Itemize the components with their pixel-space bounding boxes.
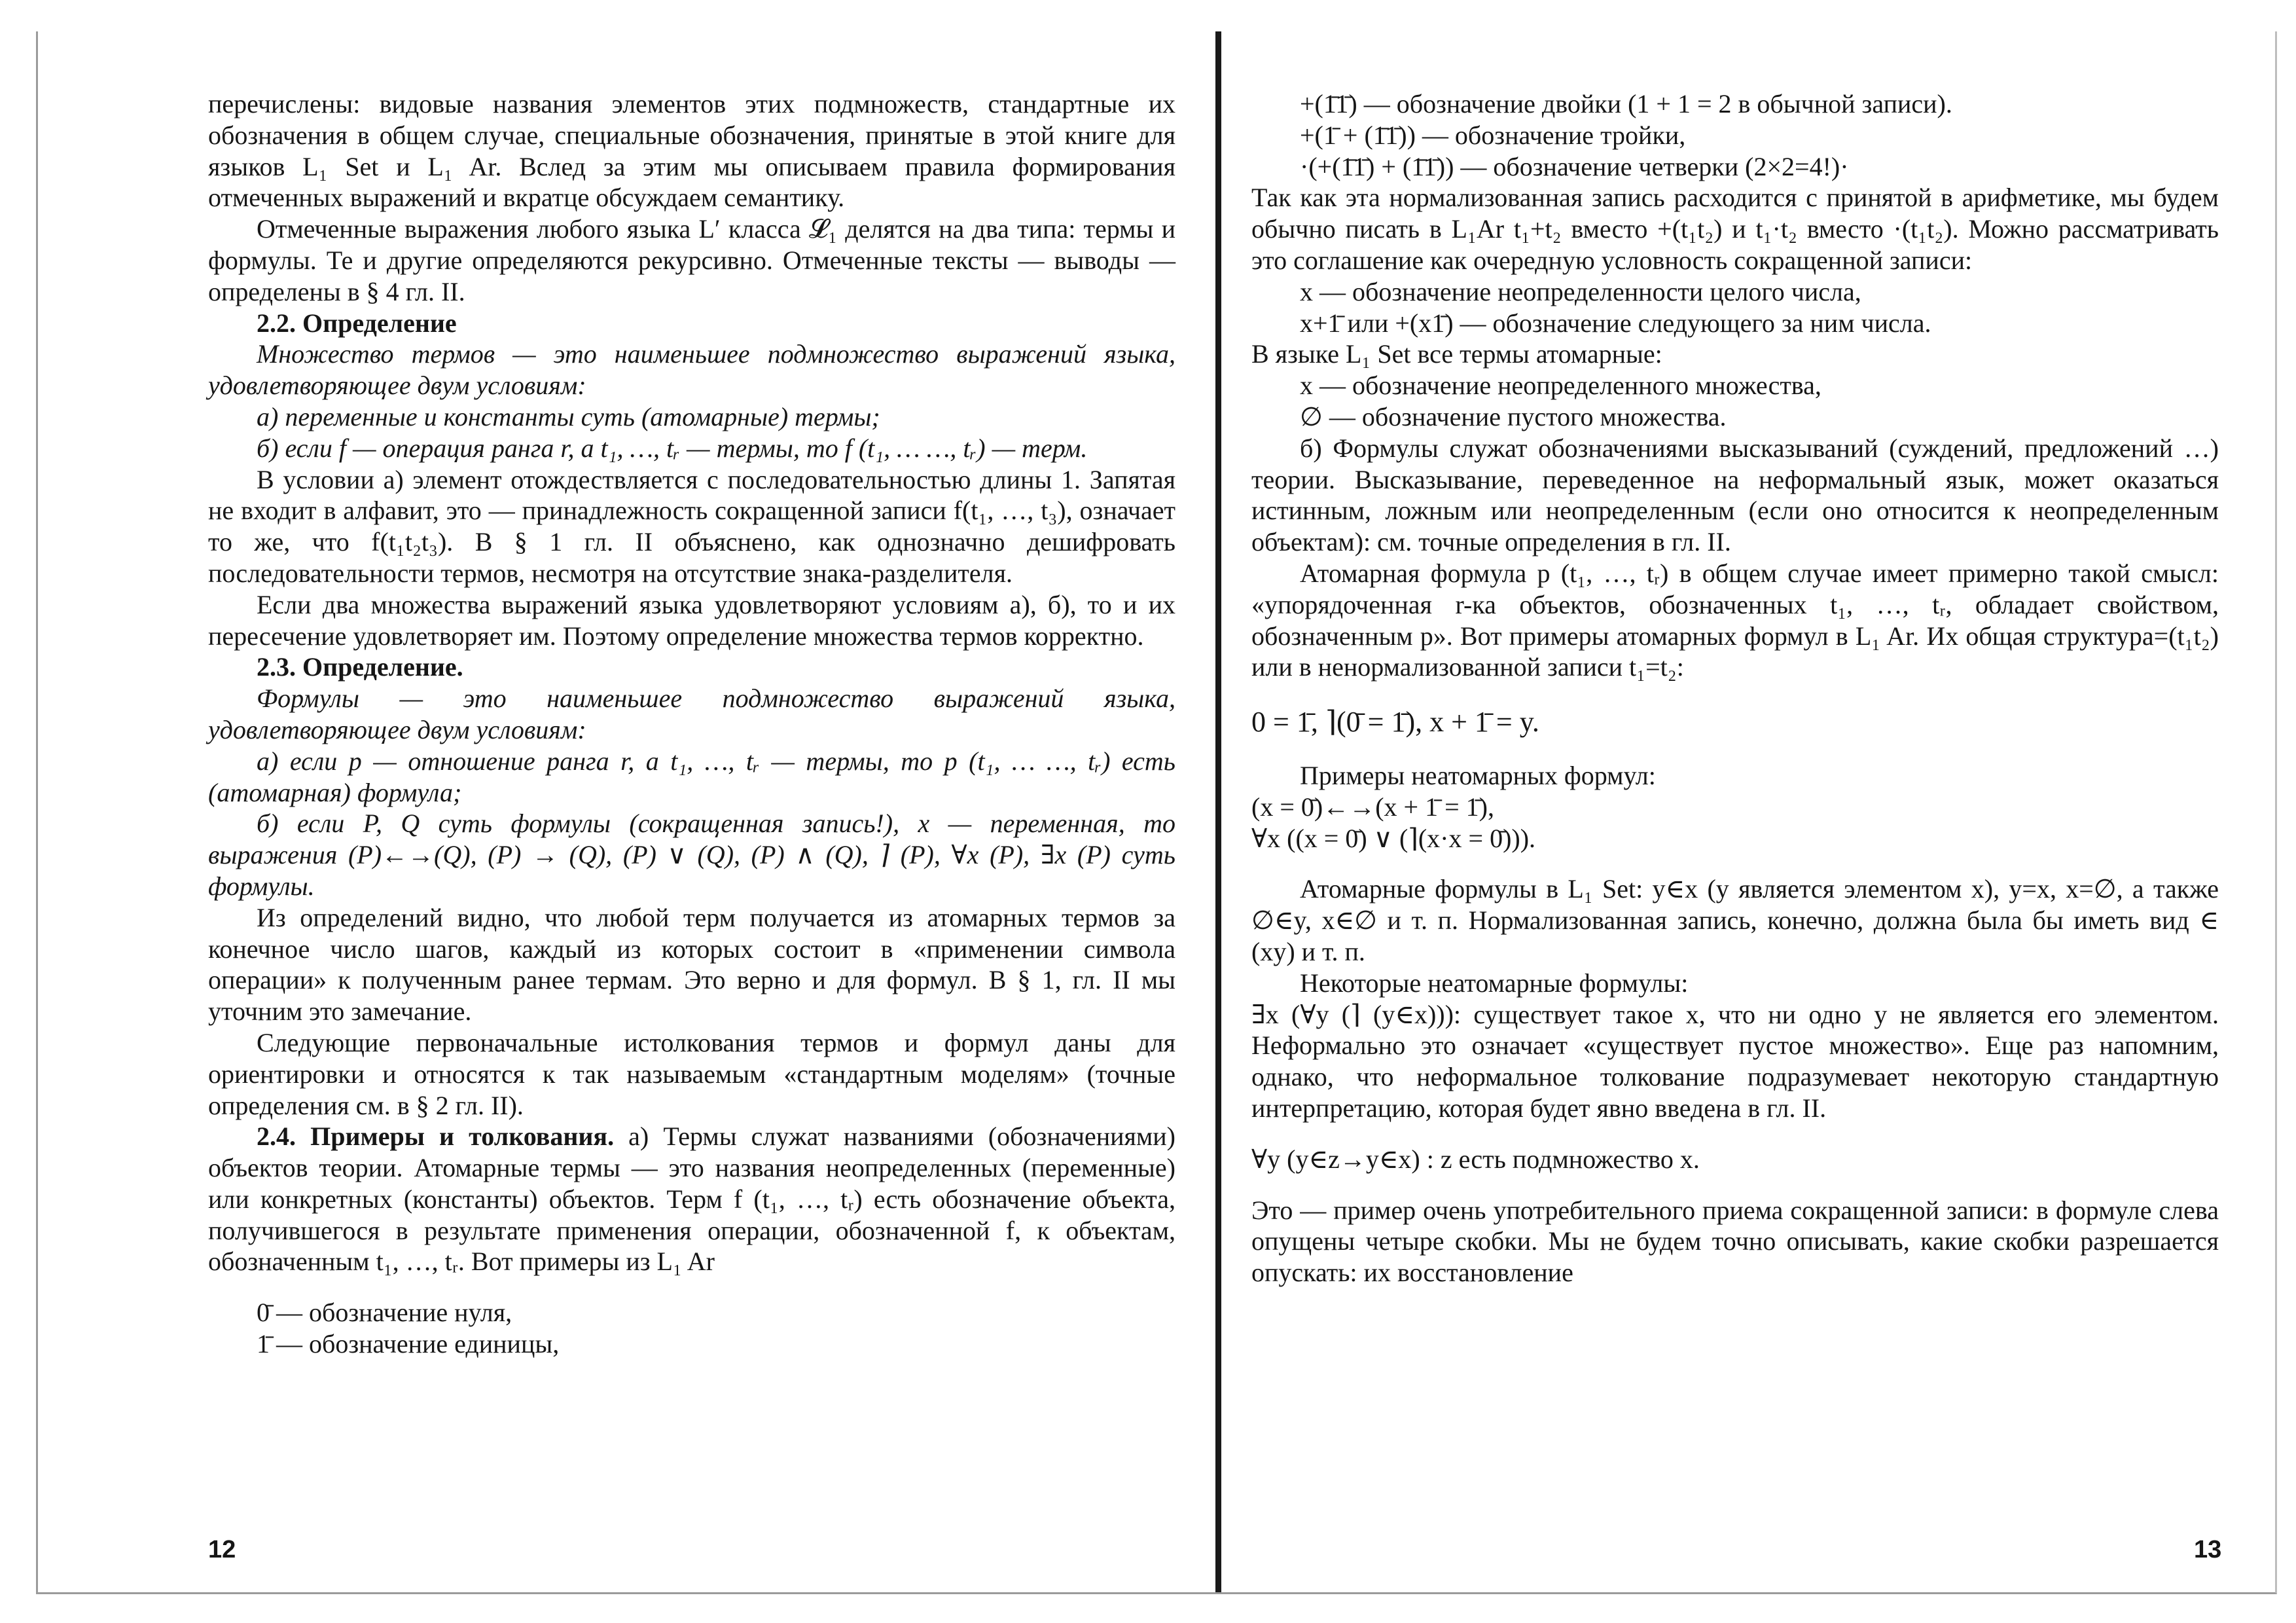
definition-formulas-condition-b: б) если P, Q суть формулы (сокращенная запись!), x — переменная, то выражения (P)←→(Q), (P) → (Q), (P) ∨ (Q), (P) ∧ (Q), ⌉ (P), ∀x (P), ∃x (P) суть формулы.: [208, 809, 1175, 901]
examples-2-4-text: а) Термы служат названиями (обозначениями) объектов теории. Атомарные термы — это названия неопределенных (переменные) или конкретных (константы) объектов. Терм f (t₁, …, tᵣ) есть обозначение объекта, получившегося в результате применения операции, обозначенной f, к объектам, обозначенным t₁, …, tᵣ. Вот примеры из L₁ Ar: [208, 1122, 1175, 1277]
paragraph-expression-types: Отмеченные выражения любого языка L′ класса 𝓛₁ делятся на два типа: термы и формулы. Те и другие определяются рекурсивно. Отмеченные тексты — выводы — определены в § 4 гл. II.: [208, 214, 1175, 306]
page-number-right: 13: [2194, 1536, 2222, 1563]
formula-subset: ∀y (y∈z→y∈x) : z есть подмножество x.: [1251, 1144, 1700, 1174]
paragraph-normalized-notation: Так как эта нормализованная запись расходится с принятой в арифметике, мы будем обычно писать в L₁Ar t₁+t₂ вместо +(t₁t₂) и t₁·t₂ вместо ·(t₁t₂). Можно рассматривать это соглашение как очередную условность сокращенной записи:: [1251, 183, 2219, 275]
left-page: [208, 88, 1175, 1360]
paragraph-set-atomic-formulas: Атомарные формулы в L₁ Set: y∈x (y является элементом x), y=x, x=∅, а также ∅∈y, x∈∅ и т. п. Нормализованная запись, конечно, должна была бы иметь вид ∈ (xy) и т. п.: [1251, 874, 2219, 966]
right-page: [1251, 88, 2219, 1288]
paragraph-empty-set-exists: ∃x (∀y (⌉ (y∈x))): существует такое x, что ни одно y не является его элементом. Неформально это означает «существует пустое множество». Еще раз напомним, однако, что неформальное толкование подразумевает некоторую стандартную интерпретацию, которая будет явно введена в гл. II.: [1251, 999, 2219, 1123]
formula-nonatomic-1: (x = 0̄)←→(x + 1̄ = 1̄),: [1251, 792, 1494, 822]
page-gutter: [1215, 31, 1221, 1592]
formula-atomic-examples: 0 = 1̄, ⌉(0̄ = 1̄), x + 1̄ = y.: [1251, 706, 1539, 739]
definition-terms-lead: Множество термов — это наименьшее подмножество выражений языка, удовлетворяющее двум условиям:: [208, 339, 1175, 401]
example-two: +(1̄1̄) — обозначение двойки (1 + 1 = 2 в обычной записи).: [1300, 89, 1952, 119]
example-integer-variable: x — обозначение неопределенности целого числа,: [1300, 276, 1861, 306]
definition-terms-condition-a: а) переменные и константы суть (атомарные) термы;: [257, 401, 880, 431]
paragraph-condition-remark: В условии а) элемент отождествляется с последовательностью длины 1. Запятая не входит в алфавит, это — принадлежность сокращенной записи f(t₁, …, t₃), означает то же, что f(t₁t₂t₃). В § 1 гл. II объяснено, как однозначно дешифровать последовательности термов, несмотря на отсутствие знака-разделителя.: [208, 464, 1175, 588]
paragraph-nonatomic-intro: Примеры неатомарных формул:: [1300, 760, 1656, 790]
paragraph-atomic-formula: Атомарная формула p (t₁, …, tᵣ) в общем случае имеет примерно такой смысл: «упорядоченная r-ка объектов, обозначенных t₁, …, tᵣ, обладает свойством, обозначенным p». Вот примеры атомарных формул в L₁ Ar. Их общая структура=(t₁t₂) или в ненормализованной записи t₁=t₂:: [1251, 558, 2219, 682]
heading-definition-2-3: 2.3. Определение.: [257, 652, 463, 682]
paragraph-bracket-omission: Это — пример очень употребительного приема сокращенной записи: в формуле слева опущены четыре скобки. Мы не будем точно описывать, какие скобки разрешается опускать: их восстановление: [1251, 1195, 2219, 1288]
formula-nonatomic-2: ∀x ((x = 0̄) ∨ (⌉(x·x = 0̄))).: [1251, 823, 1536, 853]
example-four: ·(+(1̄1̄) + (1̄1̄)) — обозначение четверки (2×2=4!)·: [1300, 151, 1849, 181]
heading-definition-2-2: 2.2. Определение: [257, 308, 457, 338]
paragraph-standard-models: Следующие первоначальные истолкования термов и формул даны для ориентировки и относятся к так называемым «стандартным моделям» (точные определения см. в § 2 гл. II).: [208, 1027, 1175, 1120]
example-zero: 0̄ — обозначение нуля,: [257, 1298, 512, 1328]
example-empty-set: ∅ — обозначение пустого множества.: [1300, 401, 1727, 431]
example-successor: x+1̄ или +(x1̄) — обозначение следующего за ним числа.: [1300, 308, 1931, 338]
example-three: +(1̄ + (1̄1̄)) — обозначение тройки,: [1300, 120, 1686, 150]
paragraph-term-construction: Из определений видно, что любой терм получается из атомарных термов за конечное число шагов, каждый из которых состоит в «применении символа операции» к полученным ранее термам. Это верно и для формул. В § 1, гл. II мы уточним это замечание.: [208, 902, 1175, 1027]
example-one: 1̄ — обозначение единицы,: [257, 1329, 560, 1359]
paragraph-examples-2-4: [208, 1121, 1175, 1277]
paragraph-intersection: Если два множества выражений языка удовлетворяют условиям а), б), то и их пересечение удовлетворяет им. Поэтому определение множества термов корректно.: [208, 589, 1175, 651]
paragraph-formulas-meaning: б) Формулы служат обозначениями высказываний (суждений, предложений …) теории. Высказывание, переведенное на неформальный язык, может оказаться истинным, ложным или неопределенным (если оно относится к неопределенным объектам): см. точные определения в гл. II.: [1251, 433, 2219, 557]
definition-terms-condition-b: б) если f — операция ранга r, а t₁, …, tᵣ — термы, то f (t₁, … …, tᵣ) — терм.: [257, 433, 1088, 463]
paragraph-some-nonatomic: Некоторые неатомарные формулы:: [1300, 968, 1689, 998]
page-number-left: 12: [208, 1536, 236, 1563]
paragraph-intro: перечислены: видовые названия элементов этих подмножеств, стандартные их обозначения в общем случае, специальные обозначения, принятые в этой книге для языков L₁ Set и L₁ Ar. Вслед за этим мы описываем правила формирования отмеченных выражений и вкратце обсуждаем семантику.: [208, 89, 1175, 213]
heading-examples-2-4: 2.4. Примеры и толкования.: [257, 1122, 615, 1152]
definition-formulas-lead: Формулы — это наименьшее подмножество выражений языка, удовлетворяющее двум условиям:: [208, 684, 1175, 744]
definition-formulas-condition-a: а) если p — отношение ранга r, а t₁, …, tᵣ — термы, то p (t₁, … …, tᵣ) есть (атомарная) формула;: [208, 746, 1175, 807]
paragraph-set-terms: В языке L₁ Set все термы атомарные:: [1251, 339, 1662, 369]
example-set-variable: x — обозначение неопределенного множества,: [1300, 371, 1821, 401]
